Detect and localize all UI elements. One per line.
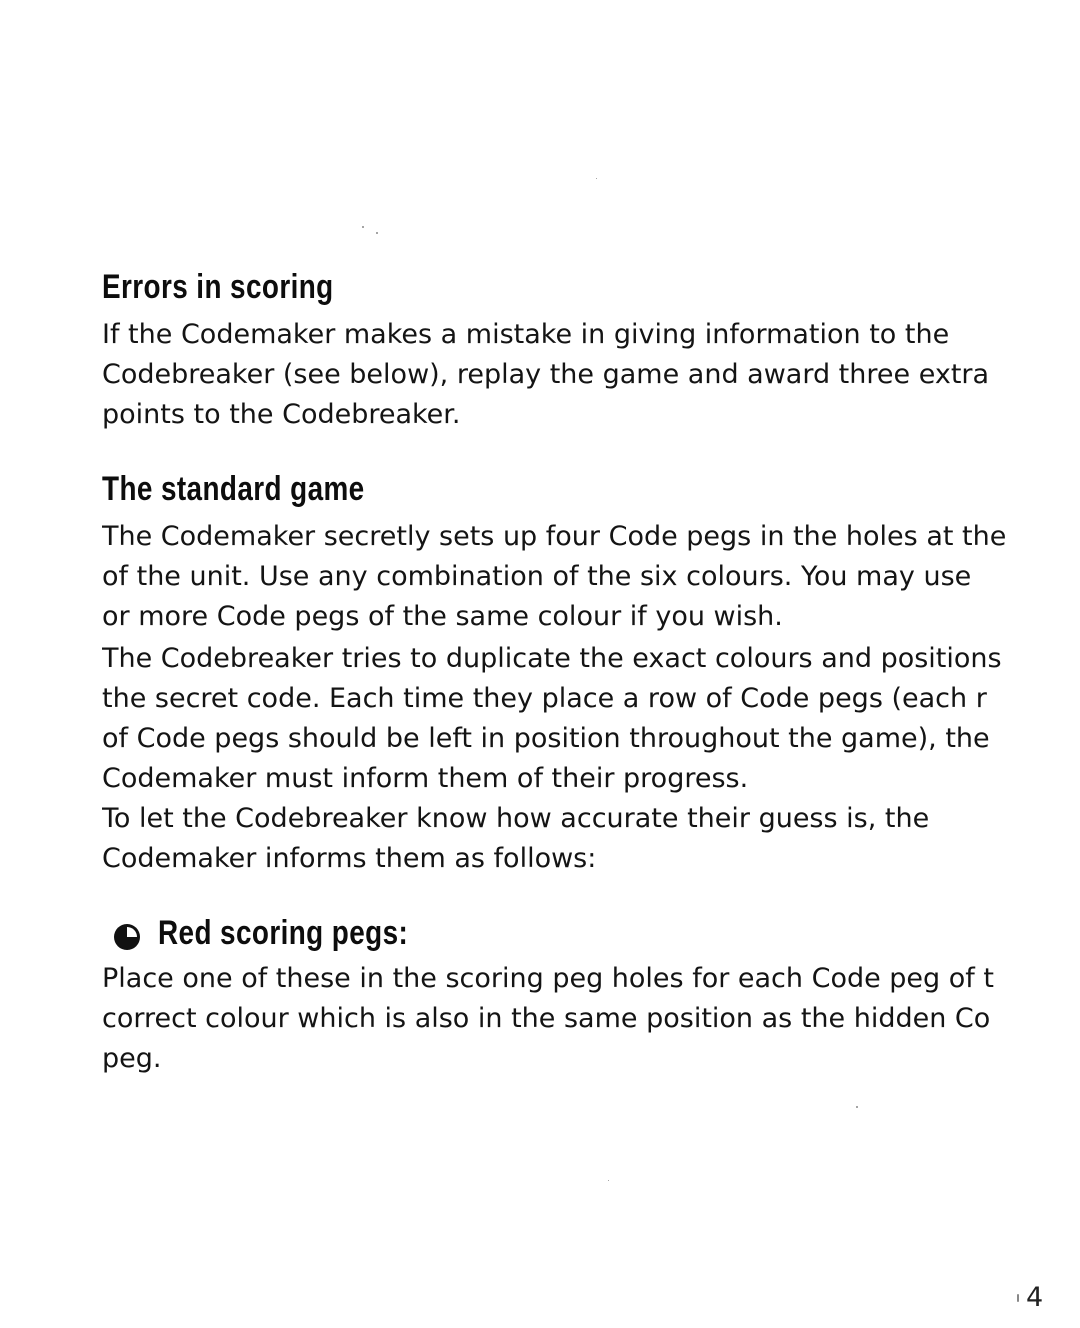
paragraph-line: The Codebreaker tries to duplicate the exact colours and positions (102, 643, 1002, 674)
paragraph-line: Codemaker must inform them of their progress. (102, 763, 749, 794)
scan-speck (1017, 1294, 1019, 1302)
paragraph-line: the secret code. Each time they place a row of Code pegs (each r (102, 683, 987, 714)
paragraph-line: points to the Codebreaker. (102, 399, 461, 430)
scan-speck (856, 1106, 858, 1108)
scan-speck (376, 232, 378, 234)
paragraph-line: Codemaker informs them as follows: (102, 843, 597, 874)
red-peg-icon (112, 922, 142, 952)
paragraph-line: correct colour which is also in the same position as the hidden Co (102, 1003, 991, 1034)
paragraph-line: Place one of these in the scoring peg holes for each Code peg of t (102, 963, 994, 994)
paragraph-line: To let the Codebreaker know how accurate their guess is, the (102, 803, 930, 834)
paragraph-line: Codebreaker (see below), replay the game and award three extra (102, 359, 990, 390)
scan-speck (362, 226, 364, 228)
heading-red-scoring-pegs: Red scoring pegs: (158, 914, 409, 952)
page-number: 4 (1026, 1282, 1044, 1313)
paragraph-line: of Code pegs should be left in position throughout the game), the (102, 723, 990, 754)
paragraph-line: or more Code pegs of the same colour if you wish. (102, 601, 783, 632)
heading-errors-in-scoring: Errors in scoring (102, 268, 334, 306)
paragraph-line: of the unit. Use any combination of the six colours. You may use (102, 561, 972, 592)
scan-speck (596, 178, 597, 179)
paragraph-line: If the Codemaker makes a mistake in giving information to the (102, 319, 950, 350)
scan-speck (608, 1180, 609, 1181)
paragraph-line: The Codemaker secretly sets up four Code pegs in the holes at the (102, 521, 1007, 552)
heading-the-standard-game: The standard game (102, 470, 365, 508)
paragraph-line: peg. (102, 1043, 162, 1074)
